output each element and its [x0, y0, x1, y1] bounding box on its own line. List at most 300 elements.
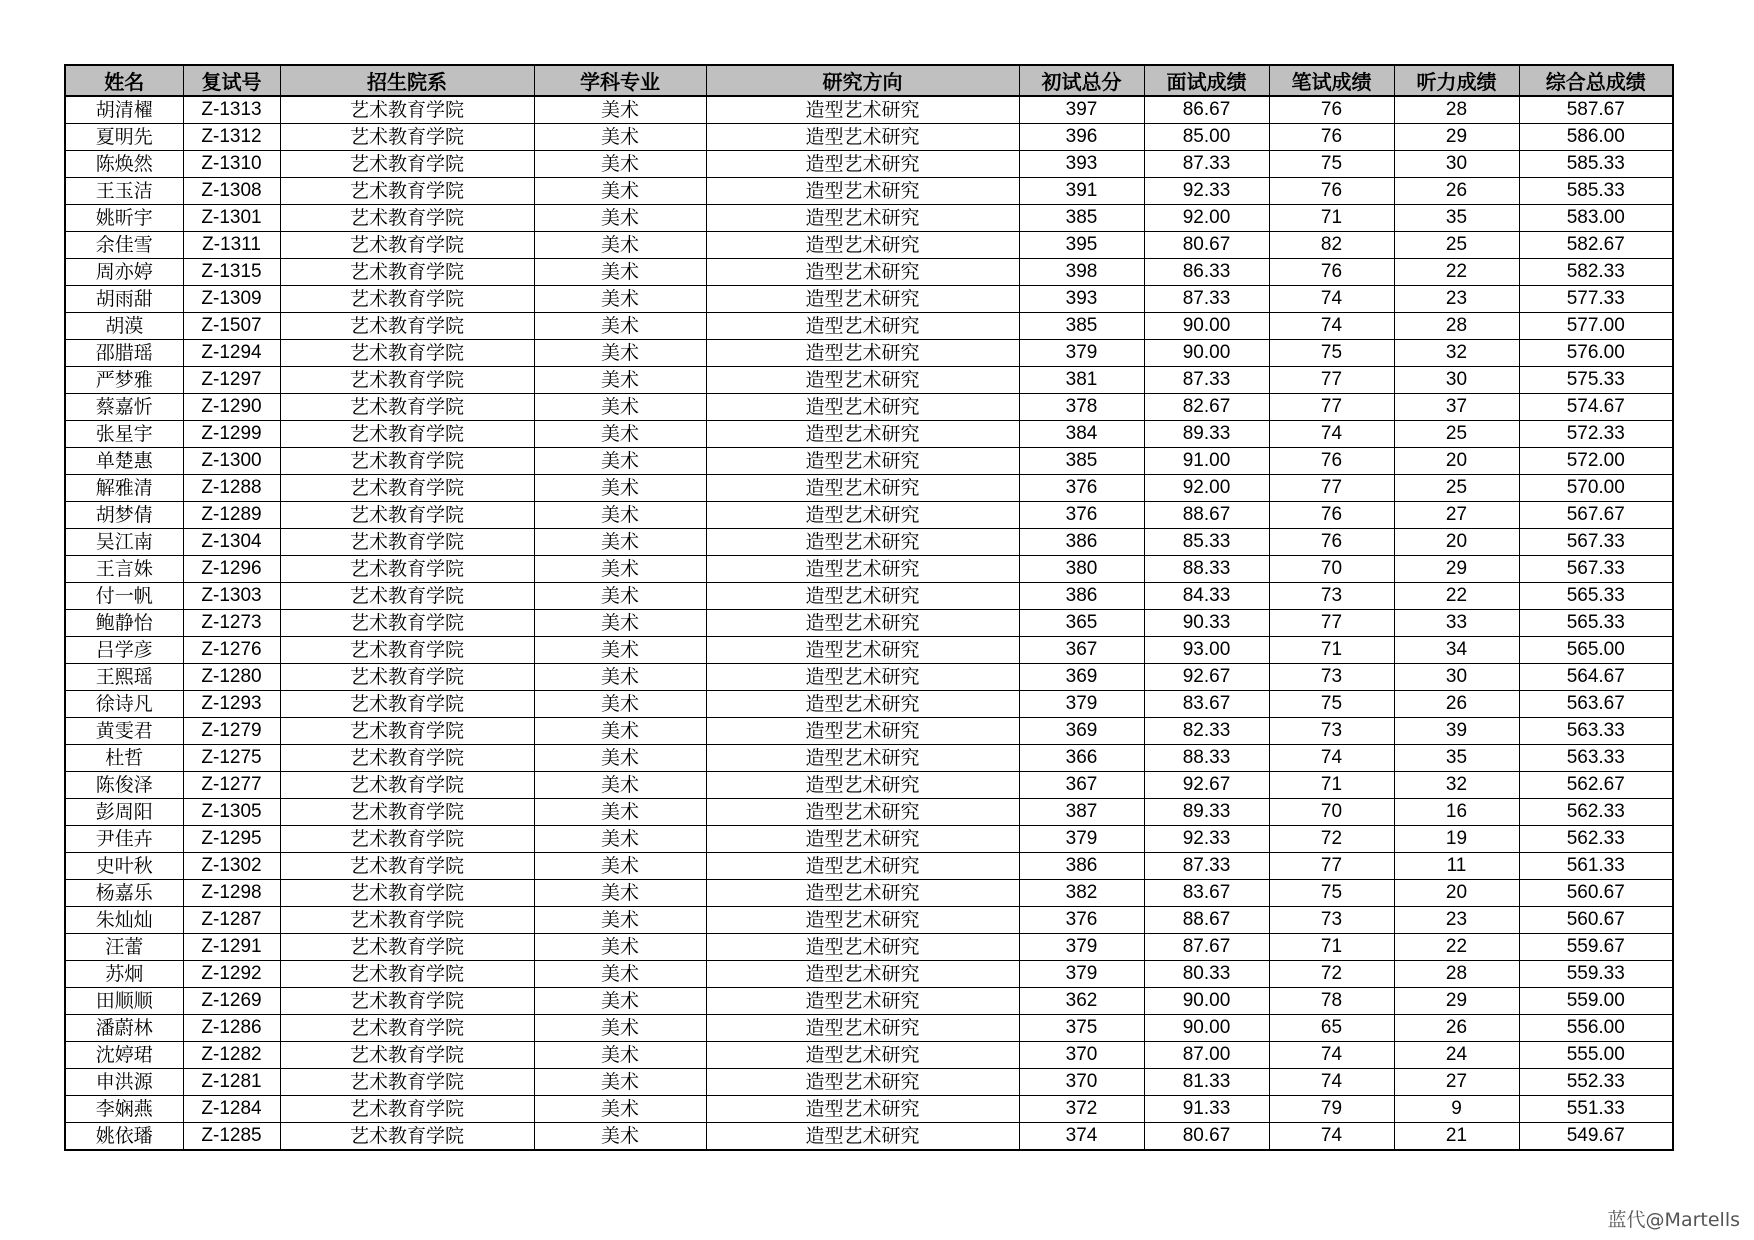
cell-research-direction: 造型艺术研究	[706, 151, 1019, 178]
cell-initial-score: 376	[1019, 502, 1144, 529]
cell-name: 张星宇	[65, 421, 183, 448]
cell-major: 美术	[534, 205, 706, 232]
cell-initial-score: 391	[1019, 178, 1144, 205]
cell-interview-score: 88.33	[1144, 745, 1269, 772]
cell-listening-score: 39	[1394, 718, 1519, 745]
cell-written-score: 77	[1269, 610, 1394, 637]
table-row	[65, 313, 1673, 340]
cell-initial-score: 381	[1019, 367, 1144, 394]
table-row	[65, 907, 1673, 934]
cell-initial-score: 398	[1019, 259, 1144, 286]
cell-written-score: 74	[1269, 1123, 1394, 1151]
watermark: 蓝代@Martells	[1607, 1209, 1740, 1231]
cell-exam-id: Z-1276	[183, 637, 280, 664]
cell-written-score: 75	[1269, 691, 1394, 718]
cell-initial-score: 376	[1019, 475, 1144, 502]
cell-interview-score: 92.33	[1144, 826, 1269, 853]
table-row	[65, 151, 1673, 178]
cell-major: 美术	[534, 907, 706, 934]
cell-research-direction: 造型艺术研究	[706, 772, 1019, 799]
cell-written-score: 74	[1269, 421, 1394, 448]
cell-exam-id: Z-1302	[183, 853, 280, 880]
cell-initial-score: 369	[1019, 664, 1144, 691]
cell-written-score: 76	[1269, 448, 1394, 475]
cell-major: 美术	[534, 448, 706, 475]
cell-written-score: 78	[1269, 988, 1394, 1015]
cell-total-score: 586.00	[1519, 124, 1673, 151]
table-row	[65, 637, 1673, 664]
cell-research-direction: 造型艺术研究	[706, 340, 1019, 367]
cell-name: 姚昕宇	[65, 205, 183, 232]
cell-major: 美术	[534, 637, 706, 664]
cell-total-score: 559.00	[1519, 988, 1673, 1015]
cell-written-score: 75	[1269, 340, 1394, 367]
cell-research-direction: 造型艺术研究	[706, 259, 1019, 286]
cell-research-direction: 造型艺术研究	[706, 502, 1019, 529]
cell-research-direction: 造型艺术研究	[706, 799, 1019, 826]
table-row	[65, 1096, 1673, 1123]
cell-major: 美术	[534, 313, 706, 340]
cell-written-score: 75	[1269, 880, 1394, 907]
cell-major: 美术	[534, 367, 706, 394]
cell-exam-id: Z-1287	[183, 907, 280, 934]
cell-interview-score: 92.00	[1144, 205, 1269, 232]
cell-interview-score: 87.33	[1144, 151, 1269, 178]
cell-research-direction: 造型艺术研究	[706, 853, 1019, 880]
col-header-listening-score: 听力成绩	[1394, 65, 1519, 96]
cell-total-score: 552.33	[1519, 1069, 1673, 1096]
cell-department: 艺术教育学院	[280, 151, 534, 178]
cell-department: 艺术教育学院	[280, 529, 534, 556]
cell-written-score: 71	[1269, 934, 1394, 961]
table-row	[65, 286, 1673, 313]
cell-exam-id: Z-1315	[183, 259, 280, 286]
cell-total-score: 583.00	[1519, 205, 1673, 232]
table-row	[65, 232, 1673, 259]
cell-department: 艺术教育学院	[280, 124, 534, 151]
cell-research-direction: 造型艺术研究	[706, 124, 1019, 151]
cell-interview-score: 92.00	[1144, 475, 1269, 502]
cell-total-score: 582.67	[1519, 232, 1673, 259]
cell-written-score: 76	[1269, 96, 1394, 124]
cell-interview-score: 86.67	[1144, 96, 1269, 124]
cell-initial-score: 393	[1019, 151, 1144, 178]
cell-exam-id: Z-1281	[183, 1069, 280, 1096]
cell-interview-score: 85.33	[1144, 529, 1269, 556]
cell-department: 艺术教育学院	[280, 96, 534, 124]
cell-research-direction: 造型艺术研究	[706, 961, 1019, 988]
cell-written-score: 73	[1269, 664, 1394, 691]
cell-listening-score: 29	[1394, 556, 1519, 583]
cell-department: 艺术教育学院	[280, 745, 534, 772]
cell-major: 美术	[534, 664, 706, 691]
cell-research-direction: 造型艺术研究	[706, 556, 1019, 583]
cell-department: 艺术教育学院	[280, 367, 534, 394]
cell-department: 艺术教育学院	[280, 853, 534, 880]
cell-interview-score: 85.00	[1144, 124, 1269, 151]
cell-department: 艺术教育学院	[280, 502, 534, 529]
cell-interview-score: 89.33	[1144, 799, 1269, 826]
cell-department: 艺术教育学院	[280, 772, 534, 799]
cell-major: 美术	[534, 124, 706, 151]
cell-name: 吴江南	[65, 529, 183, 556]
cell-department: 艺术教育学院	[280, 475, 534, 502]
cell-interview-score: 87.33	[1144, 367, 1269, 394]
cell-name: 周亦婷	[65, 259, 183, 286]
col-header-written-score: 笔试成绩	[1269, 65, 1394, 96]
table-row	[65, 1123, 1673, 1151]
cell-major: 美术	[534, 691, 706, 718]
cell-department: 艺术教育学院	[280, 907, 534, 934]
cell-total-score: 587.67	[1519, 96, 1673, 124]
cell-name: 夏明先	[65, 124, 183, 151]
cell-exam-id: Z-1279	[183, 718, 280, 745]
cell-department: 艺术教育学院	[280, 880, 534, 907]
cell-name: 胡梦倩	[65, 502, 183, 529]
cell-exam-id: Z-1282	[183, 1042, 280, 1069]
cell-exam-id: Z-1313	[183, 96, 280, 124]
cell-exam-id: Z-1290	[183, 394, 280, 421]
cell-interview-score: 84.33	[1144, 583, 1269, 610]
cell-interview-score: 87.33	[1144, 853, 1269, 880]
col-header-department: 招生院系	[280, 65, 534, 96]
cell-exam-id: Z-1298	[183, 880, 280, 907]
cell-total-score: 577.33	[1519, 286, 1673, 313]
cell-research-direction: 造型艺术研究	[706, 313, 1019, 340]
cell-initial-score: 382	[1019, 880, 1144, 907]
cell-department: 艺术教育学院	[280, 691, 534, 718]
cell-research-direction: 造型艺术研究	[706, 96, 1019, 124]
cell-major: 美术	[534, 1123, 706, 1151]
cell-written-score: 73	[1269, 907, 1394, 934]
cell-research-direction: 造型艺术研究	[706, 907, 1019, 934]
table-row	[65, 205, 1673, 232]
table-row	[65, 475, 1673, 502]
cell-total-score: 570.00	[1519, 475, 1673, 502]
cell-major: 美术	[534, 232, 706, 259]
cell-total-score: 556.00	[1519, 1015, 1673, 1042]
cell-research-direction: 造型艺术研究	[706, 205, 1019, 232]
cell-total-score: 549.67	[1519, 1123, 1673, 1151]
cell-exam-id: Z-1288	[183, 475, 280, 502]
table-row	[65, 394, 1673, 421]
cell-name: 徐诗凡	[65, 691, 183, 718]
cell-total-score: 565.33	[1519, 610, 1673, 637]
cell-listening-score: 20	[1394, 880, 1519, 907]
cell-exam-id: Z-1285	[183, 1123, 280, 1151]
cell-department: 艺术教育学院	[280, 232, 534, 259]
cell-name: 史叶秋	[65, 853, 183, 880]
cell-research-direction: 造型艺术研究	[706, 1015, 1019, 1042]
cell-exam-id: Z-1273	[183, 610, 280, 637]
cell-initial-score: 384	[1019, 421, 1144, 448]
cell-listening-score: 26	[1394, 691, 1519, 718]
cell-interview-score: 82.67	[1144, 394, 1269, 421]
cell-total-score: 551.33	[1519, 1096, 1673, 1123]
cell-name: 苏炯	[65, 961, 183, 988]
cell-listening-score: 19	[1394, 826, 1519, 853]
cell-name: 胡漠	[65, 313, 183, 340]
cell-name: 田顺顺	[65, 988, 183, 1015]
cell-interview-score: 87.33	[1144, 286, 1269, 313]
cell-total-score: 575.33	[1519, 367, 1673, 394]
header-row	[65, 65, 1673, 96]
cell-written-score: 73	[1269, 718, 1394, 745]
cell-listening-score: 22	[1394, 583, 1519, 610]
table-row	[65, 853, 1673, 880]
cell-name: 解雅清	[65, 475, 183, 502]
cell-research-direction: 造型艺术研究	[706, 421, 1019, 448]
cell-exam-id: Z-1294	[183, 340, 280, 367]
cell-exam-id: Z-1312	[183, 124, 280, 151]
cell-written-score: 71	[1269, 637, 1394, 664]
cell-listening-score: 26	[1394, 178, 1519, 205]
cell-department: 艺术教育学院	[280, 961, 534, 988]
cell-total-score: 567.33	[1519, 556, 1673, 583]
table-row	[65, 745, 1673, 772]
cell-major: 美术	[534, 1015, 706, 1042]
cell-exam-id: Z-1310	[183, 151, 280, 178]
cell-exam-id: Z-1301	[183, 205, 280, 232]
table-row	[65, 583, 1673, 610]
cell-name: 沈婷珺	[65, 1042, 183, 1069]
cell-research-direction: 造型艺术研究	[706, 880, 1019, 907]
cell-listening-score: 23	[1394, 286, 1519, 313]
cell-department: 艺术教育学院	[280, 421, 534, 448]
cell-name: 鲍静怡	[65, 610, 183, 637]
cell-exam-id: Z-1277	[183, 772, 280, 799]
cell-listening-score: 21	[1394, 1123, 1519, 1151]
cell-department: 艺术教育学院	[280, 556, 534, 583]
cell-written-score: 71	[1269, 772, 1394, 799]
cell-exam-id: Z-1295	[183, 826, 280, 853]
cell-exam-id: Z-1299	[183, 421, 280, 448]
cell-listening-score: 22	[1394, 934, 1519, 961]
cell-department: 艺术教育学院	[280, 205, 534, 232]
cell-listening-score: 23	[1394, 907, 1519, 934]
cell-interview-score: 86.33	[1144, 259, 1269, 286]
cell-department: 艺术教育学院	[280, 826, 534, 853]
cell-listening-score: 35	[1394, 205, 1519, 232]
cell-major: 美术	[534, 475, 706, 502]
cell-department: 艺术教育学院	[280, 1123, 534, 1151]
cell-total-score: 565.00	[1519, 637, 1673, 664]
cell-name: 王玉洁	[65, 178, 183, 205]
cell-department: 艺术教育学院	[280, 340, 534, 367]
cell-name: 吕学彦	[65, 637, 183, 664]
table-row	[65, 556, 1673, 583]
cell-exam-id: Z-1289	[183, 502, 280, 529]
cell-major: 美术	[534, 1042, 706, 1069]
cell-listening-score: 24	[1394, 1042, 1519, 1069]
cell-initial-score: 379	[1019, 961, 1144, 988]
cell-department: 艺术教育学院	[280, 718, 534, 745]
table-row	[65, 1042, 1673, 1069]
table-body	[65, 96, 1673, 1150]
cell-total-score: 574.67	[1519, 394, 1673, 421]
cell-name: 王熙瑶	[65, 664, 183, 691]
cell-name: 杜哲	[65, 745, 183, 772]
cell-initial-score: 385	[1019, 205, 1144, 232]
cell-listening-score: 35	[1394, 745, 1519, 772]
cell-interview-score: 80.67	[1144, 1123, 1269, 1151]
cell-interview-score: 92.67	[1144, 772, 1269, 799]
cell-department: 艺术教育学院	[280, 934, 534, 961]
cell-interview-score: 83.67	[1144, 880, 1269, 907]
cell-exam-id: Z-1286	[183, 1015, 280, 1042]
cell-major: 美术	[534, 610, 706, 637]
cell-interview-score: 90.00	[1144, 340, 1269, 367]
cell-exam-id: Z-1308	[183, 178, 280, 205]
cell-name: 胡清櫂	[65, 96, 183, 124]
cell-written-score: 76	[1269, 124, 1394, 151]
cell-name: 付一帆	[65, 583, 183, 610]
cell-interview-score: 90.00	[1144, 313, 1269, 340]
cell-exam-id: Z-1507	[183, 313, 280, 340]
col-header-initial-score: 初试总分	[1019, 65, 1144, 96]
cell-written-score: 70	[1269, 556, 1394, 583]
cell-interview-score: 90.00	[1144, 988, 1269, 1015]
table-row	[65, 610, 1673, 637]
cell-listening-score: 29	[1394, 988, 1519, 1015]
cell-interview-score: 81.33	[1144, 1069, 1269, 1096]
cell-name: 李娴燕	[65, 1096, 183, 1123]
cell-total-score: 585.33	[1519, 178, 1673, 205]
table-row	[65, 691, 1673, 718]
cell-name: 邵腊瑶	[65, 340, 183, 367]
cell-listening-score: 25	[1394, 421, 1519, 448]
cell-listening-score: 30	[1394, 664, 1519, 691]
cell-interview-score: 90.00	[1144, 1015, 1269, 1042]
cell-total-score: 563.33	[1519, 745, 1673, 772]
cell-initial-score: 366	[1019, 745, 1144, 772]
cell-interview-score: 83.67	[1144, 691, 1269, 718]
cell-written-score: 76	[1269, 259, 1394, 286]
cell-research-direction: 造型艺术研究	[706, 529, 1019, 556]
cell-listening-score: 25	[1394, 232, 1519, 259]
cell-exam-id: Z-1293	[183, 691, 280, 718]
table-row	[65, 880, 1673, 907]
cell-department: 艺术教育学院	[280, 1096, 534, 1123]
cell-name: 彭周阳	[65, 799, 183, 826]
cell-total-score: 559.67	[1519, 934, 1673, 961]
cell-name: 胡雨甜	[65, 286, 183, 313]
cell-written-score: 77	[1269, 394, 1394, 421]
cell-listening-score: 22	[1394, 259, 1519, 286]
cell-interview-score: 92.67	[1144, 664, 1269, 691]
cell-initial-score: 386	[1019, 853, 1144, 880]
cell-initial-score: 378	[1019, 394, 1144, 421]
cell-written-score: 72	[1269, 961, 1394, 988]
table-row	[65, 502, 1673, 529]
cell-department: 艺术教育学院	[280, 1042, 534, 1069]
cell-total-score: 563.33	[1519, 718, 1673, 745]
cell-major: 美术	[534, 259, 706, 286]
cell-total-score: 563.67	[1519, 691, 1673, 718]
cell-listening-score: 27	[1394, 1069, 1519, 1096]
cell-total-score: 560.67	[1519, 880, 1673, 907]
cell-total-score: 560.67	[1519, 907, 1673, 934]
col-header-exam-id: 复试号	[183, 65, 280, 96]
cell-exam-id: Z-1304	[183, 529, 280, 556]
cell-total-score: 572.00	[1519, 448, 1673, 475]
cell-written-score: 71	[1269, 205, 1394, 232]
cell-research-direction: 造型艺术研究	[706, 826, 1019, 853]
table-row	[65, 367, 1673, 394]
cell-interview-score: 88.33	[1144, 556, 1269, 583]
cell-major: 美术	[534, 421, 706, 448]
cell-listening-score: 32	[1394, 772, 1519, 799]
cell-written-score: 76	[1269, 529, 1394, 556]
cell-exam-id: Z-1300	[183, 448, 280, 475]
cell-total-score: 582.33	[1519, 259, 1673, 286]
cell-initial-score: 376	[1019, 907, 1144, 934]
cell-research-direction: 造型艺术研究	[706, 367, 1019, 394]
cell-listening-score: 16	[1394, 799, 1519, 826]
cell-research-direction: 造型艺术研究	[706, 394, 1019, 421]
cell-exam-id: Z-1292	[183, 961, 280, 988]
cell-initial-score: 362	[1019, 988, 1144, 1015]
cell-written-score: 74	[1269, 313, 1394, 340]
cell-exam-id: Z-1297	[183, 367, 280, 394]
cell-listening-score: 30	[1394, 151, 1519, 178]
col-header-name: 姓名	[65, 65, 183, 96]
cell-listening-score: 27	[1394, 502, 1519, 529]
cell-name: 潘蔚林	[65, 1015, 183, 1042]
cell-written-score: 74	[1269, 1042, 1394, 1069]
cell-total-score: 565.33	[1519, 583, 1673, 610]
cell-department: 艺术教育学院	[280, 799, 534, 826]
cell-written-score: 76	[1269, 178, 1394, 205]
cell-major: 美术	[534, 583, 706, 610]
cell-listening-score: 30	[1394, 367, 1519, 394]
cell-interview-score: 91.33	[1144, 1096, 1269, 1123]
cell-listening-score: 37	[1394, 394, 1519, 421]
score-table	[64, 64, 1674, 1151]
cell-initial-score: 387	[1019, 799, 1144, 826]
cell-exam-id: Z-1311	[183, 232, 280, 259]
cell-total-score: 555.00	[1519, 1042, 1673, 1069]
table-row	[65, 799, 1673, 826]
cell-name: 黄雯君	[65, 718, 183, 745]
cell-interview-score: 80.67	[1144, 232, 1269, 259]
cell-initial-score: 380	[1019, 556, 1144, 583]
cell-major: 美术	[534, 340, 706, 367]
cell-interview-score: 80.33	[1144, 961, 1269, 988]
cell-name: 汪蕾	[65, 934, 183, 961]
cell-research-direction: 造型艺术研究	[706, 448, 1019, 475]
cell-total-score: 576.00	[1519, 340, 1673, 367]
table-row	[65, 988, 1673, 1015]
table-row	[65, 772, 1673, 799]
cell-name: 陈焕然	[65, 151, 183, 178]
cell-interview-score: 87.67	[1144, 934, 1269, 961]
cell-listening-score: 26	[1394, 1015, 1519, 1042]
cell-major: 美术	[534, 529, 706, 556]
cell-interview-score: 89.33	[1144, 421, 1269, 448]
cell-total-score: 561.33	[1519, 853, 1673, 880]
cell-initial-score: 372	[1019, 1096, 1144, 1123]
cell-research-direction: 造型艺术研究	[706, 934, 1019, 961]
cell-name: 余佳雪	[65, 232, 183, 259]
cell-initial-score: 385	[1019, 313, 1144, 340]
cell-research-direction: 造型艺术研究	[706, 745, 1019, 772]
cell-initial-score: 395	[1019, 232, 1144, 259]
cell-total-score: 567.33	[1519, 529, 1673, 556]
cell-major: 美术	[534, 394, 706, 421]
col-header-research-direction: 研究方向	[706, 65, 1019, 96]
table-row	[65, 124, 1673, 151]
